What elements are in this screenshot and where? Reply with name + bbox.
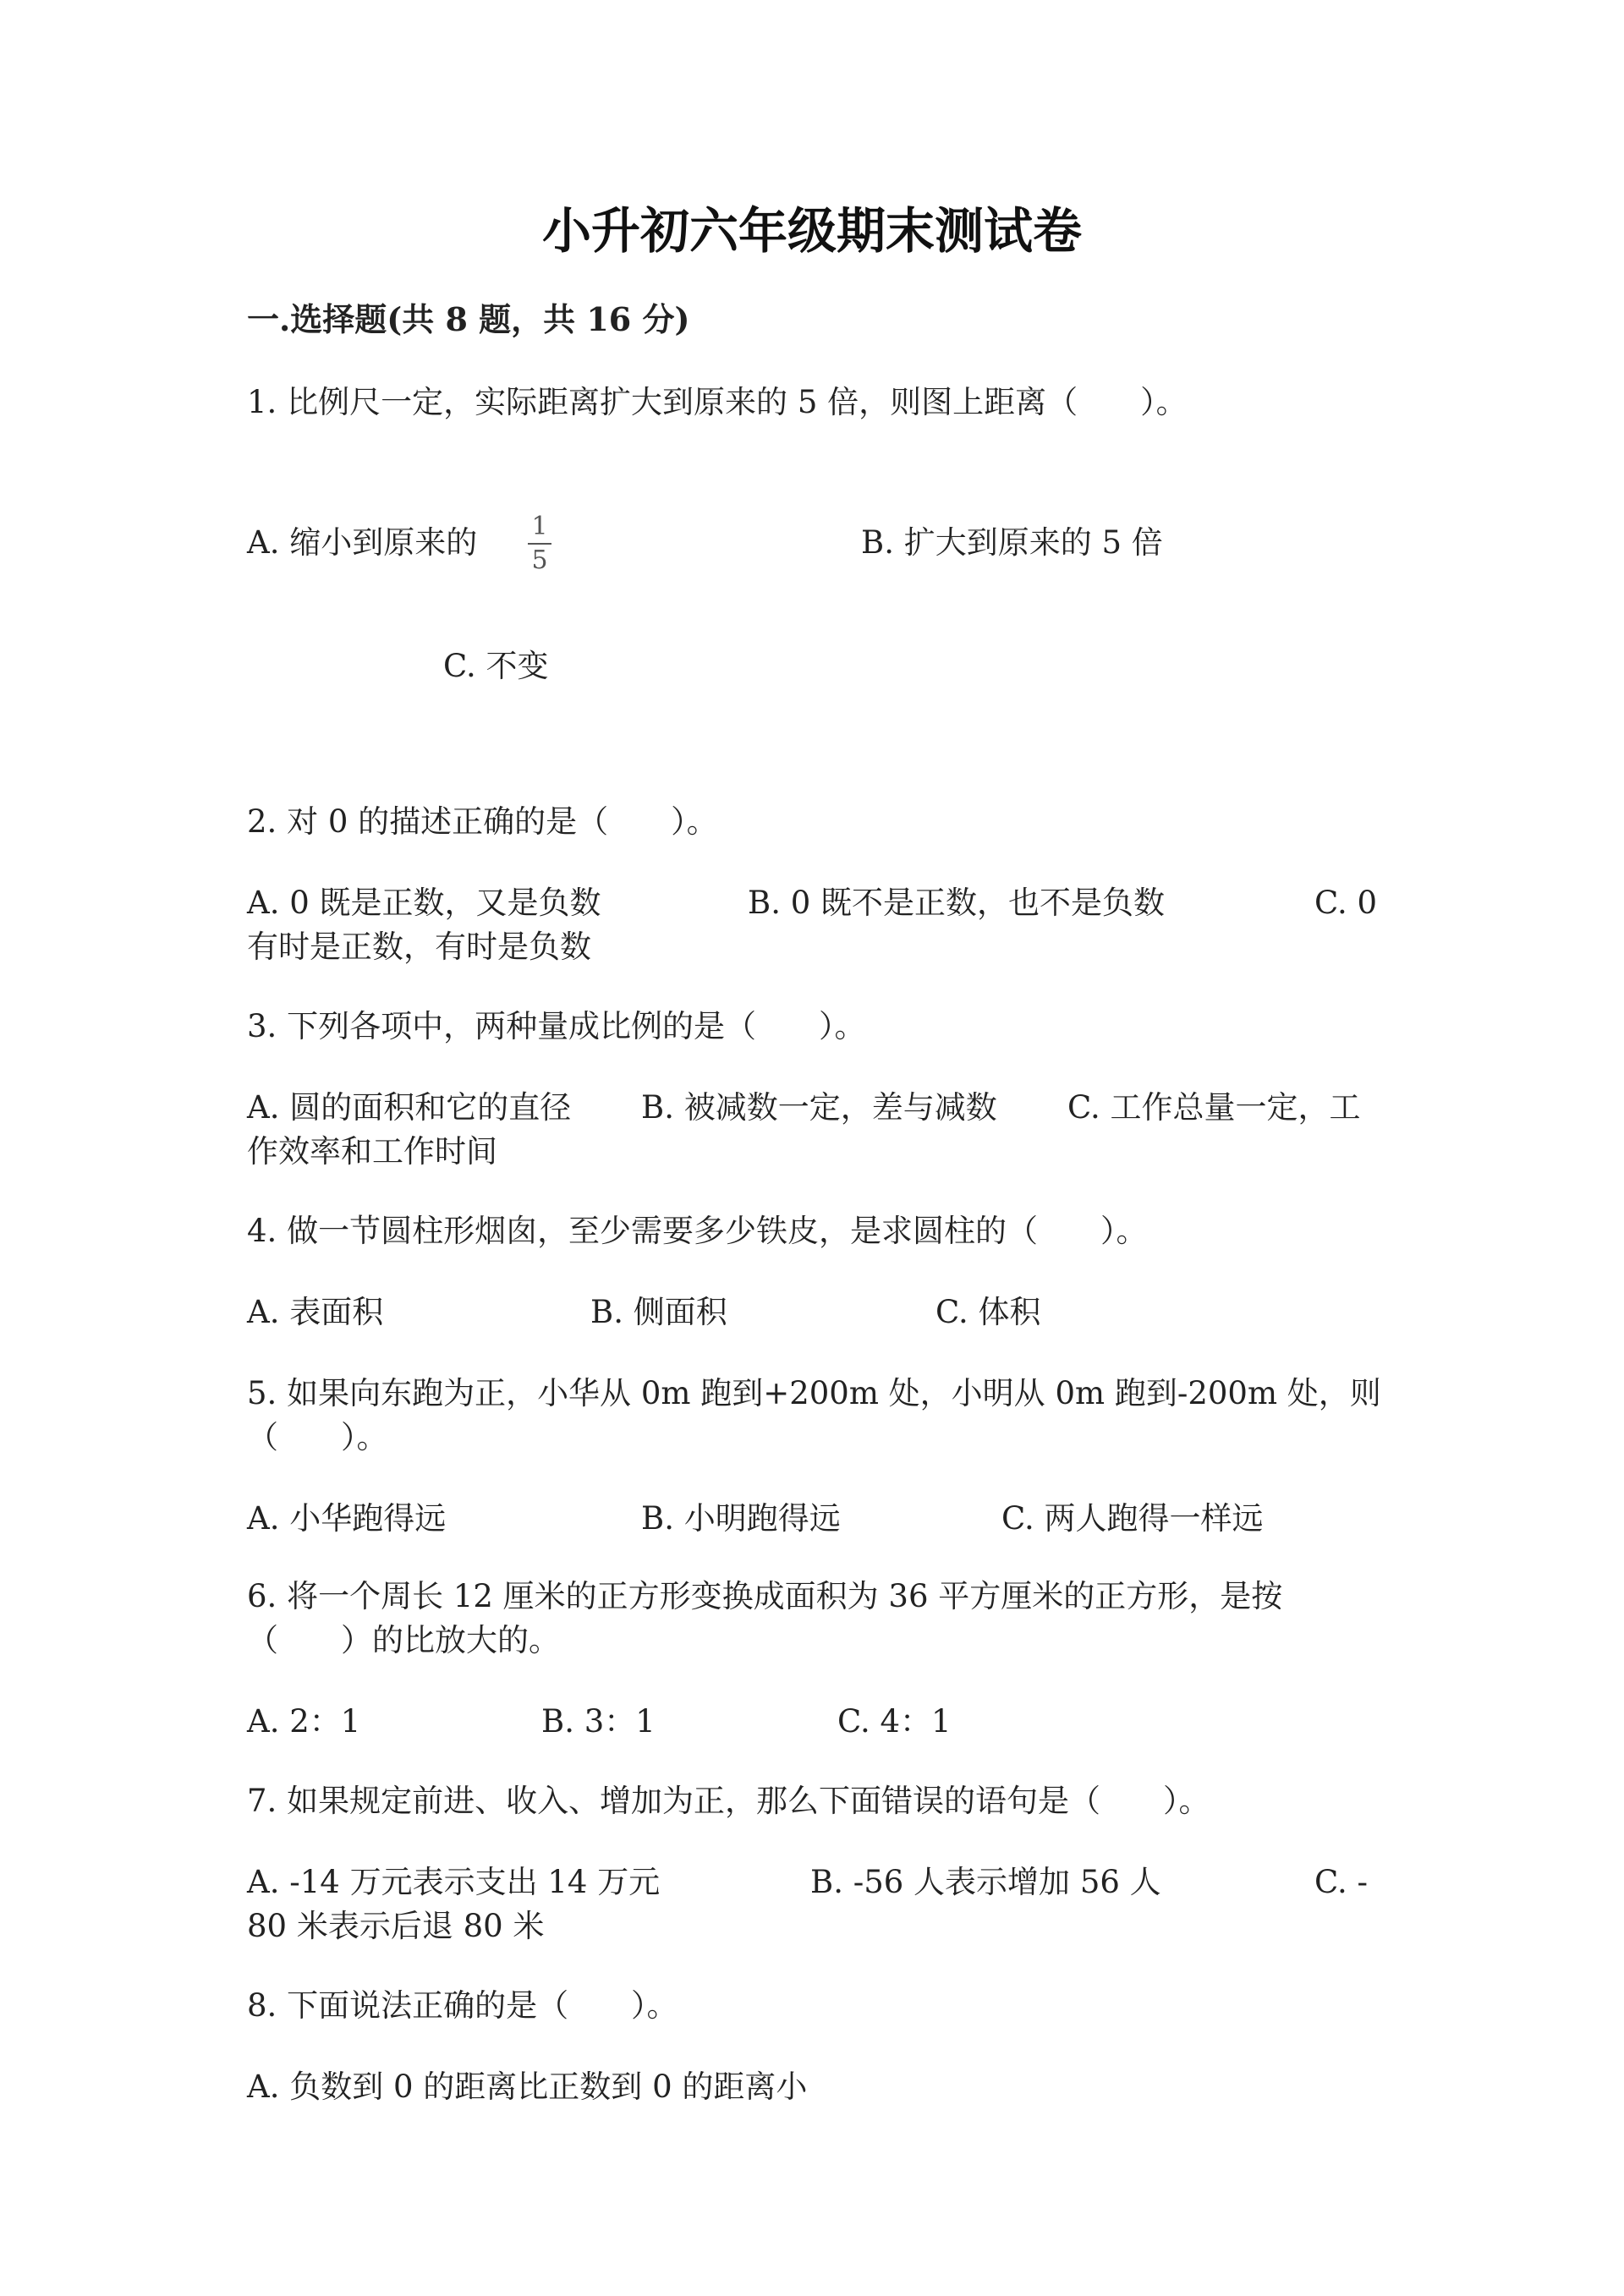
question-3-option-b: B. 被减数一定，差与减数	[641, 1089, 997, 1126]
question-2-stem: 2. 对 0 的描述正确的是（ ）。	[247, 803, 718, 840]
question-7-option-a: A. -14 万元表示支出 14 万元	[247, 1864, 661, 1900]
question-4-stem: 4. 做一节圆柱形烟囱，至少需要多少铁皮，是求圆柱的（ ）。	[247, 1213, 1148, 1249]
question-1-option-b: B. 扩大到原来的 5 倍	[861, 524, 1163, 561]
question-5-option-a: A. 小华跑得远	[247, 1500, 447, 1537]
question-5-option-c: C. 两人跑得一样远	[1001, 1500, 1264, 1537]
question-6-stem-cont: （ ）的比放大的。	[247, 1622, 560, 1658]
question-5-stem: 5. 如果向东跑为正，小华从 0m 跑到+200m 处，小明从 0m 跑到-200m 处，则	[247, 1375, 1381, 1411]
question-4-option-a: A. 表面积	[247, 1294, 384, 1330]
question-1-option-a: A. 缩小到原来的	[247, 524, 478, 561]
question-6-stem: 6. 将一个周长 12 厘米的正方形变换成面积为 36 平方厘米的正方形，是按	[247, 1578, 1283, 1614]
question-4-option-c: C. 体积	[935, 1294, 1041, 1330]
question-2-option-c-cont: 有时是正数，有时是负数	[247, 929, 591, 965]
fraction-numerator: 1	[531, 512, 548, 541]
question-3-option-c-cont: 作效率和工作时间	[247, 1133, 497, 1170]
question-7-option-b: B. -56 人表示增加 56 人	[810, 1864, 1161, 1900]
fraction-denominator: 5	[531, 545, 548, 575]
question-8-option-a: A. 负数到 0 的距离比正数到 0 的距离小	[247, 2069, 808, 2105]
question-5-stem-cont: （ ）。	[247, 1419, 388, 1455]
question-6-option-b: B. 3：1	[541, 1703, 656, 1740]
question-6-option-a: A. 2：1	[247, 1703, 361, 1740]
question-7-option-c-cont: 80 米表示后退 80 米	[247, 1908, 545, 1944]
section-heading: 一.选择题(共 8 题，共 16 分)	[247, 300, 690, 338]
question-5-option-b: B. 小明跑得远	[641, 1500, 841, 1537]
fraction-bar	[528, 543, 551, 545]
question-1-option-c: C. 不变	[443, 648, 549, 684]
fraction-one-fifth	[524, 512, 555, 575]
question-2-option-c: C. 0	[1314, 885, 1378, 921]
question-2-option-b: B. 0 既不是正数，也不是负数	[748, 885, 1166, 921]
question-3-stem: 3. 下列各项中，两种量成比例的是（ ）。	[247, 1008, 866, 1044]
question-4-option-b: B. 侧面积	[590, 1294, 727, 1330]
question-6-option-c: C. 4：1	[837, 1703, 952, 1740]
question-3-option-c: C. 工作总量一定，工	[1067, 1089, 1361, 1126]
question-7-option-c: C. -	[1314, 1864, 1369, 1900]
question-2-option-a: A. 0 既是正数，又是负数	[247, 885, 601, 921]
question-3-option-a: A. 圆的面积和它的直径	[247, 1089, 572, 1126]
page-title: 小升初六年级期末测试卷	[541, 202, 1082, 260]
question-7-stem: 7. 如果规定前进、收入、增加为正，那么下面错误的语句是（ ）。	[247, 1783, 1210, 1819]
question-8-stem: 8. 下面说法正确的是（ ）。	[247, 1987, 678, 2024]
question-1-stem: 1. 比例尺一定，实际距离扩大到原来的 5 倍，则图上距离（ ）。	[247, 384, 1188, 420]
